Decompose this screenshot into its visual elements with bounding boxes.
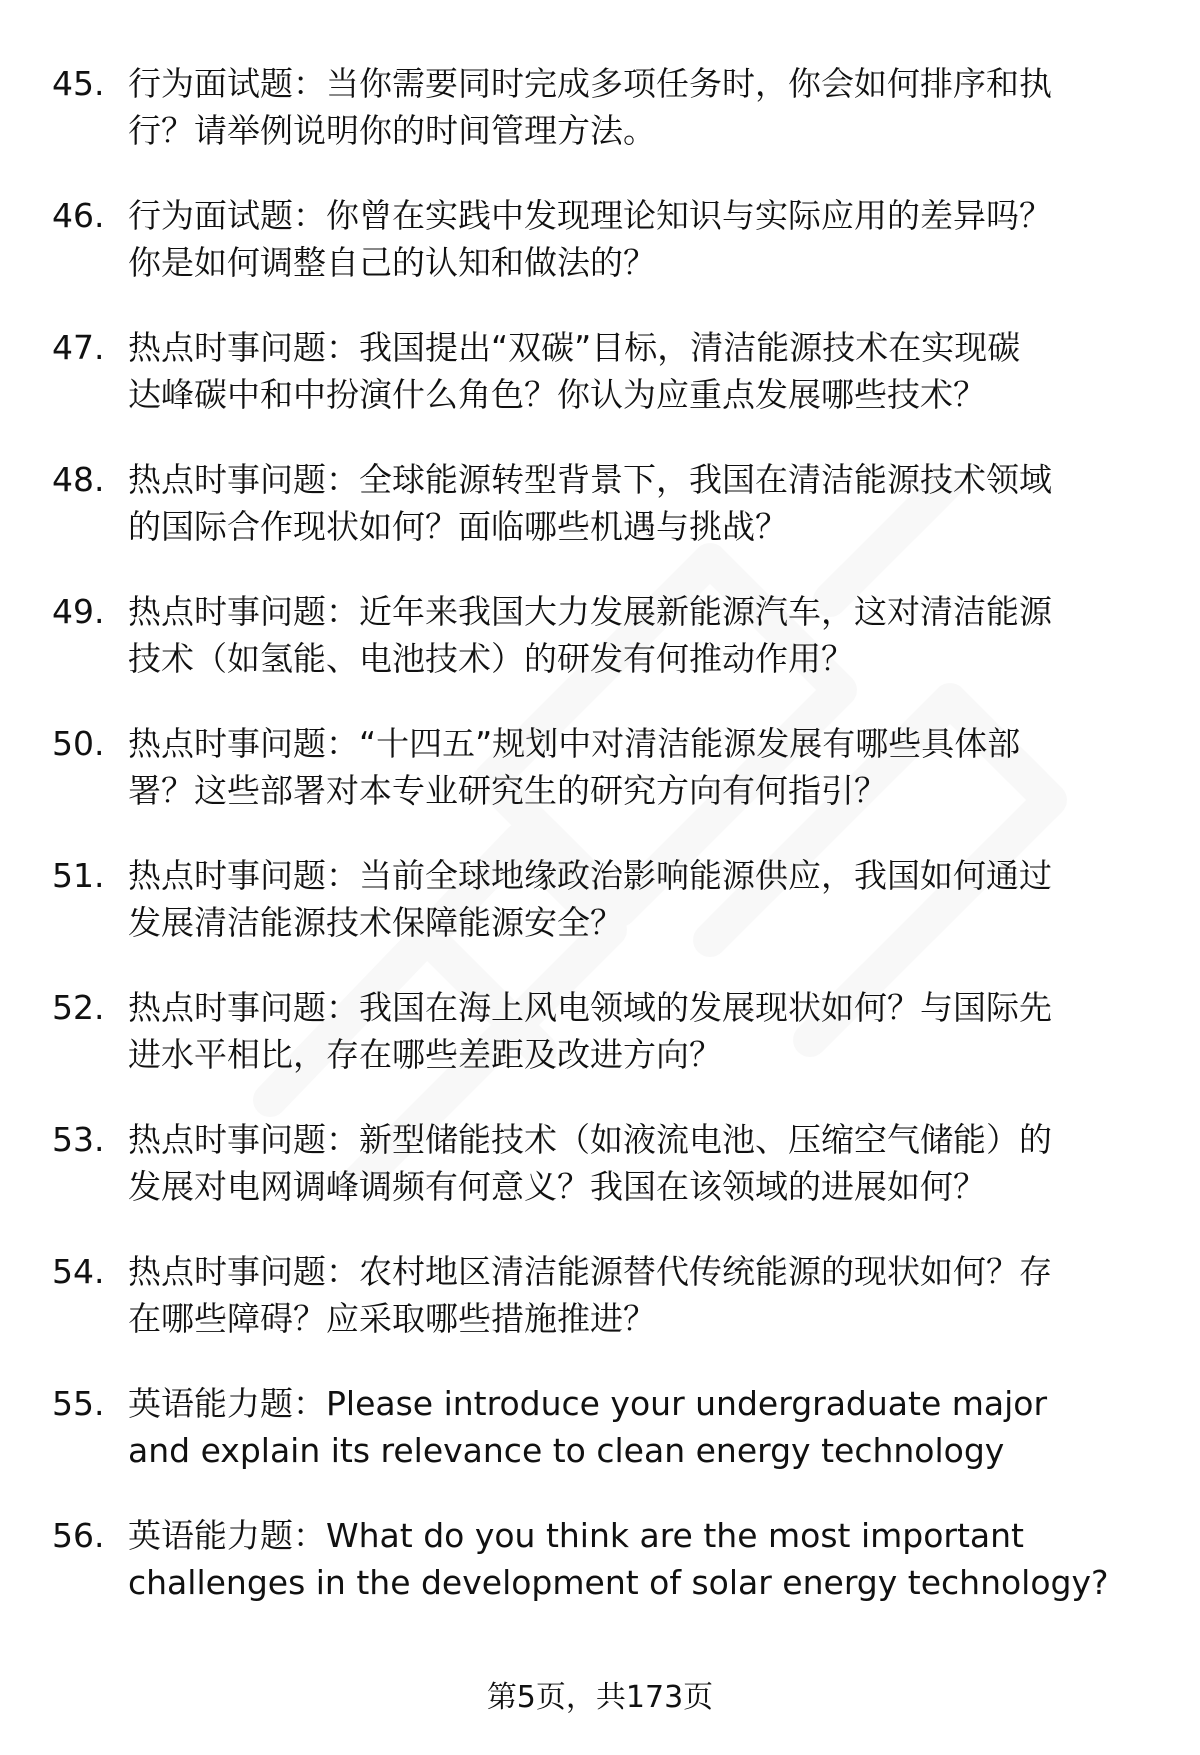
- question-line: 在哪些障碍？应采取哪些措施推进？: [128, 1299, 656, 1338]
- question-line: 进水平相比，存在哪些差距及改进方向？: [128, 1035, 722, 1074]
- question-line: and explain its relevance to clean energy technology: [128, 1431, 1005, 1470]
- question-line: 技术（如氢能、电池技术）的研发有何推动作用？: [128, 639, 854, 678]
- question-item: [0, 192, 1200, 324]
- page-number-footer: 第5页，共173页: [486, 1680, 714, 1715]
- question-number: 51.: [52, 856, 105, 895]
- question-item: [0, 1248, 1200, 1380]
- question-item: [0, 852, 1200, 984]
- question-text: [128, 720, 1148, 814]
- question-line: 热点时事问题：当前全球地缘政治影响能源供应，我国如何通过: [128, 856, 1052, 895]
- question-item: [0, 1380, 1200, 1512]
- question-text: [128, 1248, 1148, 1342]
- question-number: 55.: [52, 1384, 105, 1423]
- question-number: 50.: [52, 724, 105, 763]
- question-text: [128, 1116, 1148, 1210]
- question-line: 热点时事问题：全球能源转型背景下，我国在清洁能源技术领域: [128, 460, 1052, 499]
- question-line: 热点时事问题：新型储能技术（如液流电池、压缩空气储能）的: [128, 1120, 1052, 1159]
- question-line: 行？请举例说明你的时间管理方法。: [128, 111, 656, 150]
- question-line: 行为面试题：当你需要同时完成多项任务时，你会如何排序和执: [128, 64, 1052, 103]
- question-line: 热点时事问题：农村地区清洁能源替代传统能源的现状如何？存: [128, 1252, 1052, 1291]
- question-item: [0, 60, 1200, 192]
- question-item: [0, 1116, 1200, 1248]
- question-line: 行为面试题：你曾在实践中发现理论知识与实际应用的差异吗？: [128, 196, 1052, 235]
- question-number: 48.: [52, 460, 105, 499]
- question-text: [128, 456, 1148, 550]
- question-list: [0, 60, 1200, 1644]
- question-line: 达峰碳中和中扮演什么角色？你认为应重点发展哪些技术？: [128, 375, 986, 414]
- question-number: 52.: [52, 988, 105, 1027]
- question-number: 54.: [52, 1252, 105, 1291]
- question-text: [128, 588, 1148, 682]
- question-item: [0, 984, 1200, 1116]
- question-item: [0, 1512, 1200, 1644]
- question-line: 热点时事问题：“十四五”规划中对清洁能源发展有哪些具体部: [128, 724, 1021, 763]
- question-number: 47.: [52, 328, 105, 367]
- question-number: 45.: [52, 64, 105, 103]
- question-text: [128, 852, 1148, 946]
- question-text: [128, 1380, 1148, 1474]
- question-line: 热点时事问题：我国提出“双碳”目标，清洁能源技术在实现碳: [128, 328, 1021, 367]
- question-line: 英语能力题：What do you think are the most important: [128, 1516, 1024, 1555]
- question-number: 46.: [52, 196, 105, 235]
- question-line: 英语能力题：Please introduce your undergraduate major: [128, 1384, 1048, 1423]
- question-item: [0, 324, 1200, 456]
- question-number: 49.: [52, 592, 105, 631]
- question-item: [0, 456, 1200, 588]
- question-line: 发展清洁能源技术保障能源安全？: [128, 903, 623, 942]
- question-line: 的国际合作现状如何？面临哪些机遇与挑战？: [128, 507, 788, 546]
- question-line: 热点时事问题：我国在海上风电领域的发展现状如何？与国际先: [128, 988, 1052, 1027]
- question-text: [128, 60, 1148, 154]
- question-line: 发展对电网调峰调频有何意义？我国在该领域的进展如何？: [128, 1167, 986, 1206]
- question-text: [128, 1512, 1148, 1606]
- question-number: 56.: [52, 1516, 105, 1555]
- question-text: [128, 192, 1148, 286]
- question-line: 热点时事问题：近年来我国大力发展新能源汽车，这对清洁能源: [128, 592, 1052, 631]
- question-text: [128, 324, 1148, 418]
- question-line: challenges in the development of solar energy technology?: [128, 1563, 1109, 1602]
- question-item: [0, 720, 1200, 852]
- question-text: [128, 984, 1148, 1078]
- question-item: [0, 588, 1200, 720]
- question-number: 53.: [52, 1120, 105, 1159]
- question-line: 你是如何调整自己的认知和做法的？: [128, 243, 656, 282]
- question-line: 署？这些部署对本专业研究生的研究方向有何指引？: [128, 771, 887, 810]
